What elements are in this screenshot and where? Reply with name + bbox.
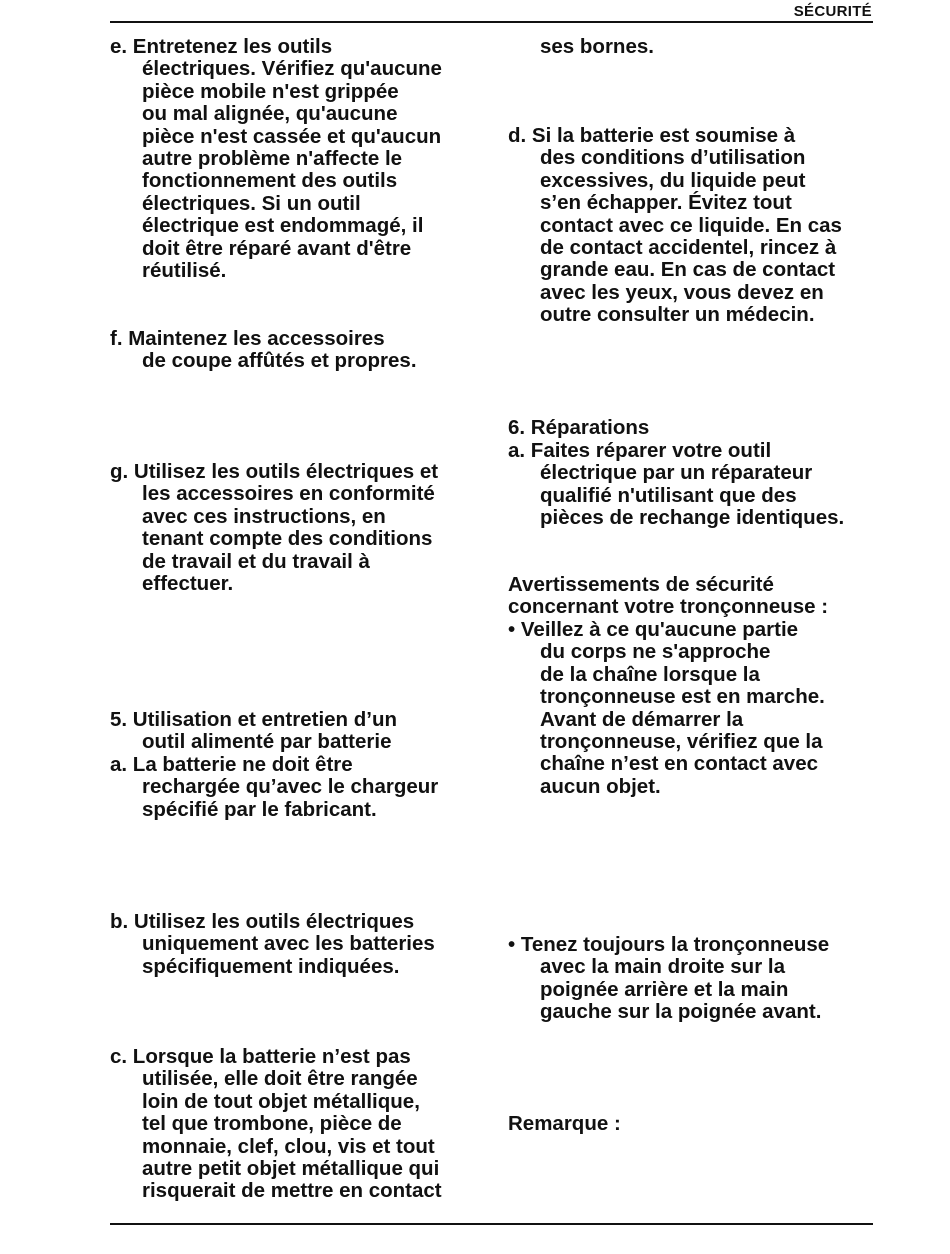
text-line: aucun objet. — [540, 774, 661, 798]
text-line: risquerait de mettre en contact — [142, 1179, 442, 1203]
item-e — [110, 36, 478, 282]
top-rule — [110, 21, 873, 23]
text-line: tronçonneuse est en marche. — [540, 685, 825, 709]
text-line: du corps ne s'approche — [540, 640, 771, 664]
text-line: spécifiquement indiquées. — [142, 954, 400, 978]
text-line: rechargée qu’avec le chargeur — [142, 775, 439, 799]
text-line: chaîne n’est en contact avec — [540, 752, 819, 776]
text-line: autre problème n'affecte le — [142, 147, 403, 171]
text-line: s’en échapper. Évitez tout — [540, 191, 792, 215]
text-line: poignée arrière et la main — [540, 977, 789, 1001]
warnings-heading-line-1: Avertissements de sécurité — [508, 573, 774, 596]
text-line: fonctionnement des outils — [142, 169, 398, 193]
text-line: tenant compte des conditions — [142, 527, 433, 551]
item-a6 — [508, 440, 880, 530]
text-line: a. Faites réparer votre outil — [508, 439, 772, 462]
text-line: pièce mobile n'est grippée — [142, 79, 399, 103]
item-g — [110, 461, 478, 595]
text-line: de coupe affûtés et propres. — [142, 349, 417, 373]
text-line: c. Lorsque la batterie n’est pas — [110, 1045, 411, 1068]
text-line: b. Utilisez les outils électriques — [110, 910, 415, 933]
text-line: 5. Utilisation et entretien d’un — [110, 708, 398, 731]
item-c-continued — [508, 36, 880, 58]
text-line: pièces de rechange identiques. — [540, 506, 845, 530]
text-line: g. Utilisez les outils électriques et — [110, 460, 439, 483]
text-line: ou mal alignée, qu'aucune — [142, 102, 398, 126]
item-c — [110, 1046, 478, 1203]
text-line: réutilisé. — [142, 259, 227, 283]
text-line: de la chaîne lorsque la — [540, 662, 760, 686]
section-label: SÉCURITÉ — [793, 3, 872, 20]
section-5 — [110, 709, 478, 754]
text-line: uniquement avec les batteries — [142, 932, 435, 956]
section-6-title: 6. Réparations — [508, 416, 650, 439]
text-line: spécifié par le fabricant. — [142, 797, 377, 821]
text-line: e. Entretenez les outils — [110, 35, 333, 58]
text-line: autre petit objet métallique qui — [142, 1157, 440, 1181]
text-line: avec ces instructions, en — [142, 504, 386, 528]
warnings-heading-line-2: concernant votre tronçonneuse : — [508, 595, 829, 619]
bottom-rule — [110, 1223, 873, 1225]
remark-label: Remarque : — [508, 1112, 621, 1135]
text-line: qualifié n'utilisant que des — [540, 483, 797, 507]
item-d — [508, 125, 880, 327]
text-line: d. Si la batterie est soumise à — [508, 124, 796, 147]
text-line: contact avec ce liquide. En cas — [540, 213, 842, 237]
text-line: tel que trombone, pièce de — [142, 1112, 402, 1136]
item-b — [110, 911, 478, 978]
text-line: avec la main droite sur la — [540, 955, 785, 979]
text-line: de contact accidentel, rincez à — [540, 236, 837, 260]
bullet-1 — [508, 619, 880, 798]
item-a — [110, 754, 478, 821]
text-line: ses bornes. — [540, 35, 654, 58]
text-line: pièce n'est cassée et qu'aucun — [142, 124, 442, 148]
text-line: excessives, du liquide peut — [540, 168, 806, 192]
warnings-heading — [508, 574, 880, 619]
text-line: électriques. Si un outil — [142, 191, 361, 215]
text-line: f. Maintenez les accessoires — [110, 327, 385, 350]
text-line: outil alimenté par batterie — [142, 730, 392, 754]
text-line: • Veillez à ce qu'aucune partie — [508, 618, 799, 641]
text-line: avec les yeux, vous devez en — [540, 280, 824, 304]
text-line: de travail et du travail à — [142, 549, 370, 573]
bullet-2 — [508, 934, 880, 1024]
text-line: électrique par un réparateur — [540, 461, 813, 485]
text-line: gauche sur la poignée avant. — [540, 1000, 822, 1024]
section-6-heading — [508, 417, 880, 439]
text-line: outre consulter un médecin. — [540, 303, 815, 327]
text-line: effectuer. — [142, 572, 234, 596]
text-line: monnaie, clef, clou, vis et tout — [142, 1134, 435, 1158]
text-line: des conditions d’utilisation — [540, 146, 806, 170]
text-line: les accessoires en conformité — [142, 482, 435, 506]
text-line: utilisée, elle doit être rangée — [142, 1067, 418, 1091]
text-line: électriques. Vérifiez qu'aucune — [142, 57, 442, 81]
text-line: a. La batterie ne doit être — [110, 753, 353, 776]
text-line: électrique est endommagé, il — [142, 214, 424, 238]
remark — [508, 1113, 880, 1135]
text-line: Avant de démarrer la — [540, 707, 744, 731]
text-line: • Tenez toujours la tronçonneuse — [508, 933, 830, 956]
item-f — [110, 328, 478, 373]
text-line: doit être réparé avant d'être — [142, 236, 412, 260]
text-line: grande eau. En cas de contact — [540, 258, 836, 282]
text-line: loin de tout objet métallique, — [142, 1089, 420, 1113]
text-line: tronçonneuse, vérifiez que la — [540, 730, 823, 754]
